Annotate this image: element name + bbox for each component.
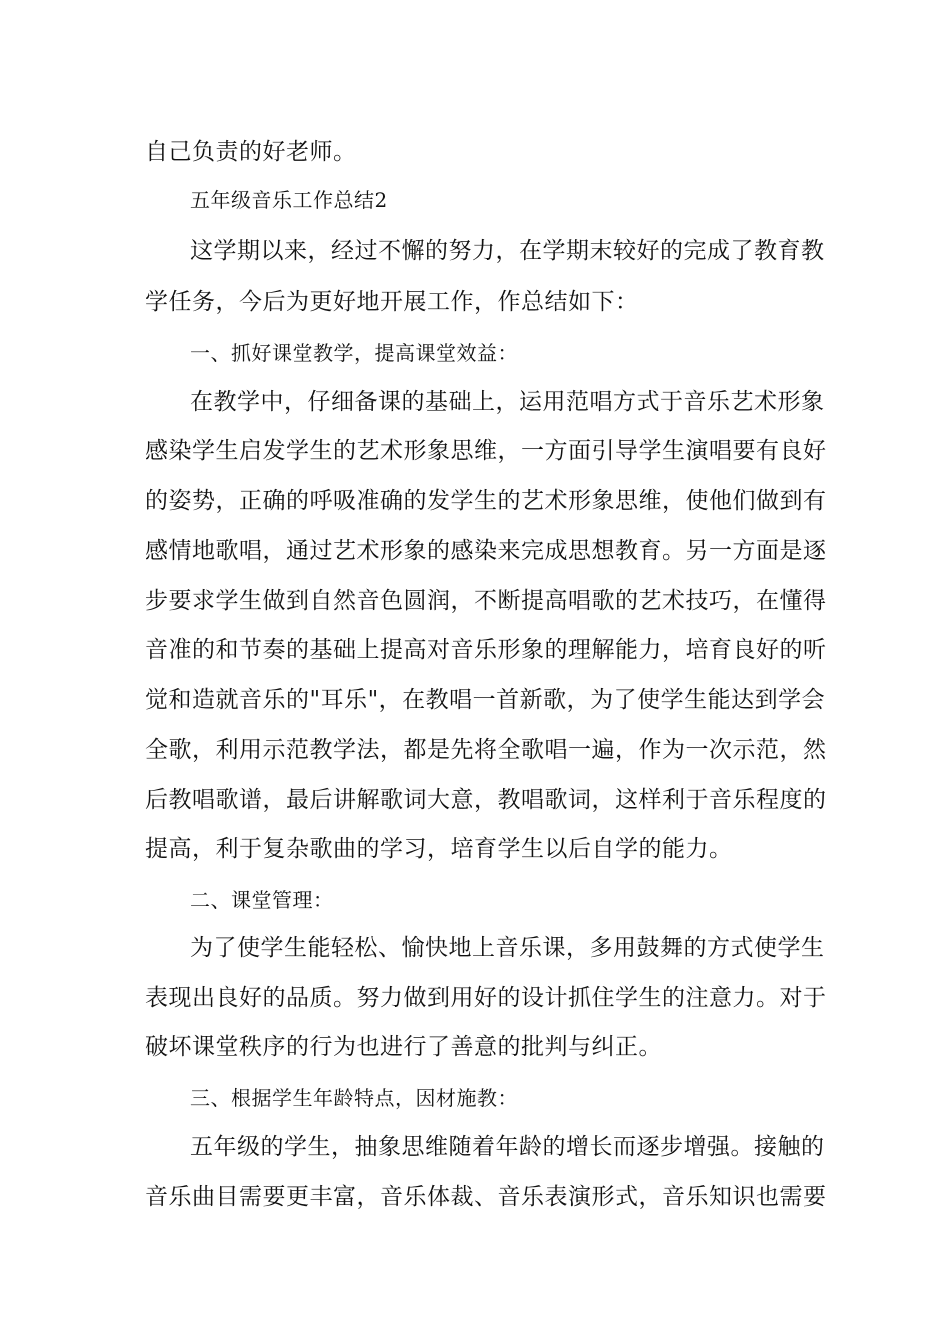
paragraph-line: 全歌，利用示范教学法，都是先将全歌唱一遍，作为一次示范，然: [145, 737, 827, 763]
paragraph-line: 为了使学生能轻松、愉快地上音乐课，多用鼓舞的方式使学生: [190, 935, 825, 961]
section-heading: 三、根据学生年龄特点，因材施教：: [190, 1086, 518, 1110]
paragraph-line: 觉和造就音乐的"耳乐"，在教唱一首新歌，为了使学生能达到学会: [145, 687, 826, 713]
paragraph-line: 感染学生启发学生的艺术形象思维，一方面引导学生演唱要有良好: [145, 438, 827, 464]
paragraph-line: 步要求学生做到自然音色圆润，不断提高唱歌的艺术技巧，在懂得: [145, 588, 827, 614]
section-heading: 一、抓好课堂教学，提高课堂效益：: [190, 341, 518, 365]
paragraph-line: 表现出良好的品质。努力做到用好的设计抓住学生的注意力。对于: [145, 985, 827, 1011]
paragraph-line: 这学期以来，经过不懈的努力，在学期末较好的完成了教育教: [190, 238, 825, 264]
paragraph-line: 音准的和节奏的基础上提高对音乐形象的理解能力，培育良好的听: [145, 637, 827, 663]
section-heading: 二、课堂管理：: [190, 888, 334, 912]
paragraph-line: 音乐曲目需要更丰富，音乐体裁、音乐表演形式，音乐知识也需要: [145, 1184, 827, 1210]
paragraph-line: 提高，利于复杂歌曲的学习，培育学生以后自学的能力。: [145, 836, 733, 862]
paragraph-line: 后教唱歌谱，最后讲解歌词大意，教唱歌词，这样利于音乐程度的: [145, 787, 827, 813]
paragraph-line: 感情地歌唱，通过艺术形象的感染来完成思想教育。另一方面是逐: [145, 538, 827, 564]
paragraph-line: 学任务，今后为更好地开展工作，作总结如下：: [145, 289, 639, 315]
paragraph-line: 破坏课堂秩序的行为也进行了善意的批判与纠正。: [145, 1034, 662, 1060]
paragraph-line: 在教学中，仔细备课的基础上，运用范唱方式于音乐艺术形象: [190, 389, 825, 415]
section-title: 五年级音乐工作总结2: [190, 188, 388, 212]
paragraph-line: 的姿势，正确的呼吸准确的发学生的艺术形象思维，使他们做到有: [145, 488, 827, 514]
paragraph-line: 自己负责的好老师。: [145, 139, 357, 165]
paragraph-line: 五年级的学生，抽象思维随着年龄的增长而逐步增强。接触的: [190, 1134, 825, 1160]
